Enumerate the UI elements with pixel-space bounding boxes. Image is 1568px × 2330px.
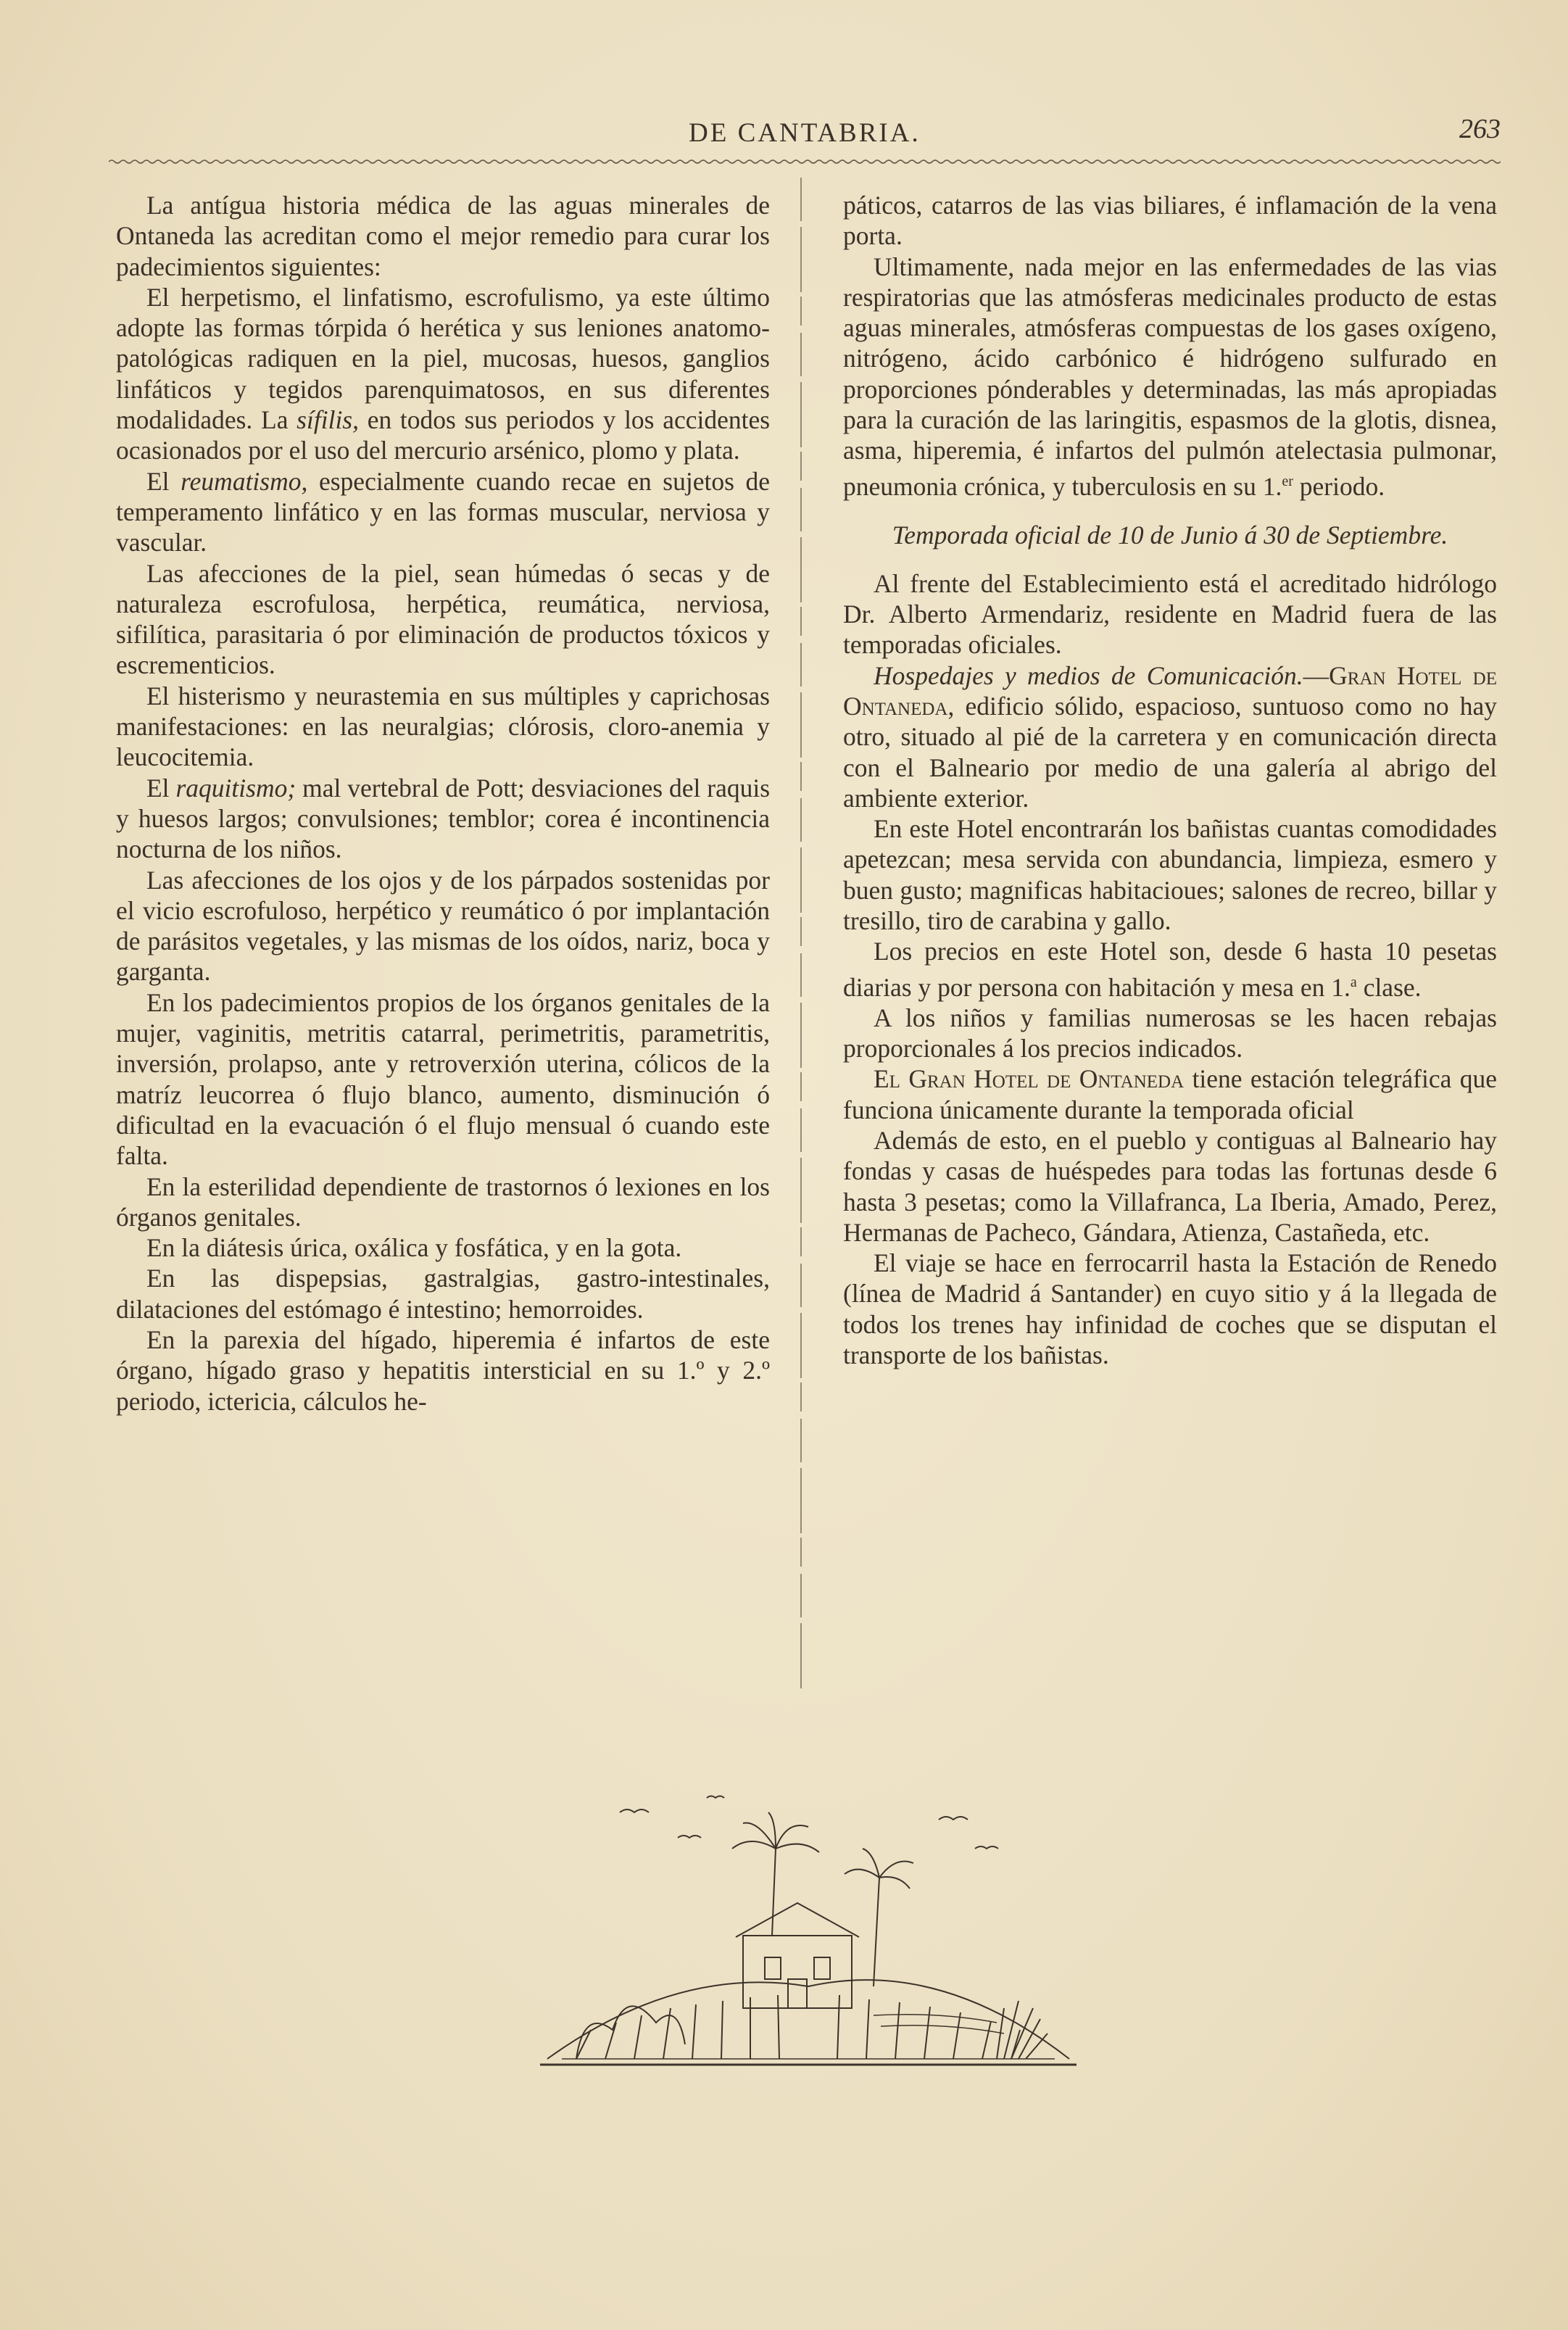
- running-header: [109, 109, 1501, 159]
- paragraph: El histerismo y neurastemia en sus múltiples y caprichosas manifestaciones: en las neuralgias; clórosis, cloro-anemia y leucocitemia.: [116, 681, 770, 772]
- paragraph: Ultimamente, nada mejor en las enfermedades de las vias respiratorias que las atmósferas medicinales producto de estas aguas minerales, atmósferas compuestas de los gases oxígeno, nitrógeno, ácido carbónico é hidrógeno sulfurado en proporciones pónderables y determinadas, las más apropiadas para la curación de las laringitis, espasmos de la glotis, disnea, asma, hiperemia, é infartos del pulmón atelectasia pulmonar, pneumonia crónica, y tuberculosis en su 1.$^{er}$ periodo.: [843, 252, 1497, 501]
- header-wavy-rule: [109, 158, 1501, 165]
- paragraph: El reumatismo, especialmente cuando recae en sujetos de temperamento linfático y en las formas muscular, nerviosa y vascular.: [116, 466, 771, 557]
- page-number: 263: [1459, 114, 1501, 144]
- paragraph: En la parexia del hígado, hiperemia é infartos de este órgano, hígado graso y hepatitis intersticial en su 1.º y 2.º periodo, ictericia, cálculos he-: [116, 1324, 770, 1416]
- left-column: [116, 190, 770, 1417]
- paragraph: En la esterilidad dependiente de trastornos ó lexiones en los órganos genitales.: [116, 1172, 770, 1232]
- paragraph: En la diátesis úrica, oxálica y fosfática, y en la gota.: [146, 1233, 682, 1263]
- italic-term: raquitismo;: [175, 773, 296, 803]
- paragraph: El Gran Hotel de Ontaneda tiene estación telegráfica que funciona únicamente durante la temporada oficial: [843, 1064, 1498, 1124]
- paragraph: Las afecciones de los ojos y de los párpados sostenidas por el vicio escrofuloso, herpético y reumático ó por implantación de parásitos vegetales, y las mismas de los oídos, nariz, boca y garganta.: [116, 865, 770, 987]
- italic-term: reumatismo,: [181, 466, 308, 496]
- italic-term: sífilis,: [296, 405, 359, 435]
- paragraph: Los precios en este Hotel son, desde 6 hasta 10 pesetas diarias y por persona con habitación y mesa en 1.$^a$ clase.: [843, 937, 1497, 1002]
- column-divider: [800, 178, 802, 1689]
- paragraph: Además de esto, en el pueblo y contiguas al Balneario hay fondas y casas de huéspedes para todas las fortunas desde 6 hasta 3 pesetas; como la Villafranca, La Iberia, Amado, Perez, Hermanas de Pacheco, Gándara, Atienza, Castañeda, etc.: [843, 1125, 1497, 1247]
- paragraph: Las afecciones de la piel, sean húmedas ó secas y de naturaleza escrofulosa, herpética, reumática, nerviosa, sifilítica, parasitaria ó por eliminación de productos tóxicos y escrementicios.: [116, 558, 770, 680]
- paragraph: En los padecimientos propios de los órganos genitales de la mujer, vaginitis, metritis catarral, perimetritis, parametritis, inversión, prolapso, ante y retroverxión uterina, cólicos de la matríz leucorrea ó flujo blanco, aumento, disminución ó dificultad en la evacuación ó el flujo mensual ó cuando este falta.: [116, 987, 770, 1171]
- paragraph: Al frente del Establecimiento está el acreditado hidrólogo Dr. Alberto Armendariz, residente en Madrid fuera de las temporadas oficiales.: [843, 568, 1497, 660]
- running-title: DE CANTABRIA.: [689, 118, 921, 148]
- paragraph: En este Hotel encontrarán los bañistas cuantas comodidades apetezcan; mesa servida con abundancia, limpieza, esmero y buen gusto; magnificas habitacioues; salones de recreo, billar y tresillo, tiro de carabina y gallo.: [843, 814, 1497, 936]
- paragraph: Hospedajes y medios de Comunicación.—Gran Hotel de Ontaneda, edificio sólido, espacioso, suntuoso como no hay otro, situado al pié de la carretera y en comunicación directa con el Balneario por medio de una galería al abrigo del ambiente exterior.: [843, 660, 1497, 813]
- right-column: [843, 190, 1497, 1370]
- season-heading: Temporada oficial de 10 de Junio á 30 de Septiembre.: [892, 520, 1448, 550]
- paragraph: La antígua historia médica de las aguas minerales de Ontaneda las acreditan como el mejor remedio para curar los padecimientos siguientes:: [116, 191, 770, 281]
- paragraph: En las dispepsias, gastralgias, gastro-intestinales, dilataciones del estómago é intestino; hemorroides.: [116, 1264, 770, 1324]
- paragraph: El raquitismo; mal vertebral de Pott; desviaciones del raquis y huesos largos; convulsiones; temblor; corea é incontinencia nocturna de los niños.: [116, 773, 771, 864]
- paragraph: A los niños y familias numerosas se les hacen rebajas proporcionales á los precios indicados.: [843, 1003, 1497, 1064]
- italic-heading: Hospedajes y medios de Comunicación.: [874, 660, 1303, 690]
- paragraph: El herpetismo, el linfatismo, escrofulismo, ya este último adopte las formas tórpida ó herética y sus leniones anatomo-patológicas radiquen en la piel, mucosas, huesos, ganglios linfáticos y tegidos parenquimatosos, en sus diferentes modalidades. La sífilis, en todos sus periodos y los accidentes ocasionados por el uso del mercurio arsénico, plomo y plata.: [116, 282, 771, 465]
- paragraph: El viaje se hace en ferrocarril hasta la Estación de Renedo (línea de Madrid á Santander) en cuyo sitio y á la llegada de todos los trenes hay infinidad de coches que se disputan el transporte de los bañistas.: [843, 1248, 1497, 1370]
- hotel-name: El Gran Hotel de Ontaneda: [874, 1064, 1185, 1094]
- paragraph: páticos, catarros de las vias biliares, é inflamación de la vena porta.: [843, 191, 1497, 251]
- hotel-name: Gran Hotel de Ontaneda,: [843, 660, 1497, 721]
- landscape-vignette-illustration: [533, 1769, 1084, 2073]
